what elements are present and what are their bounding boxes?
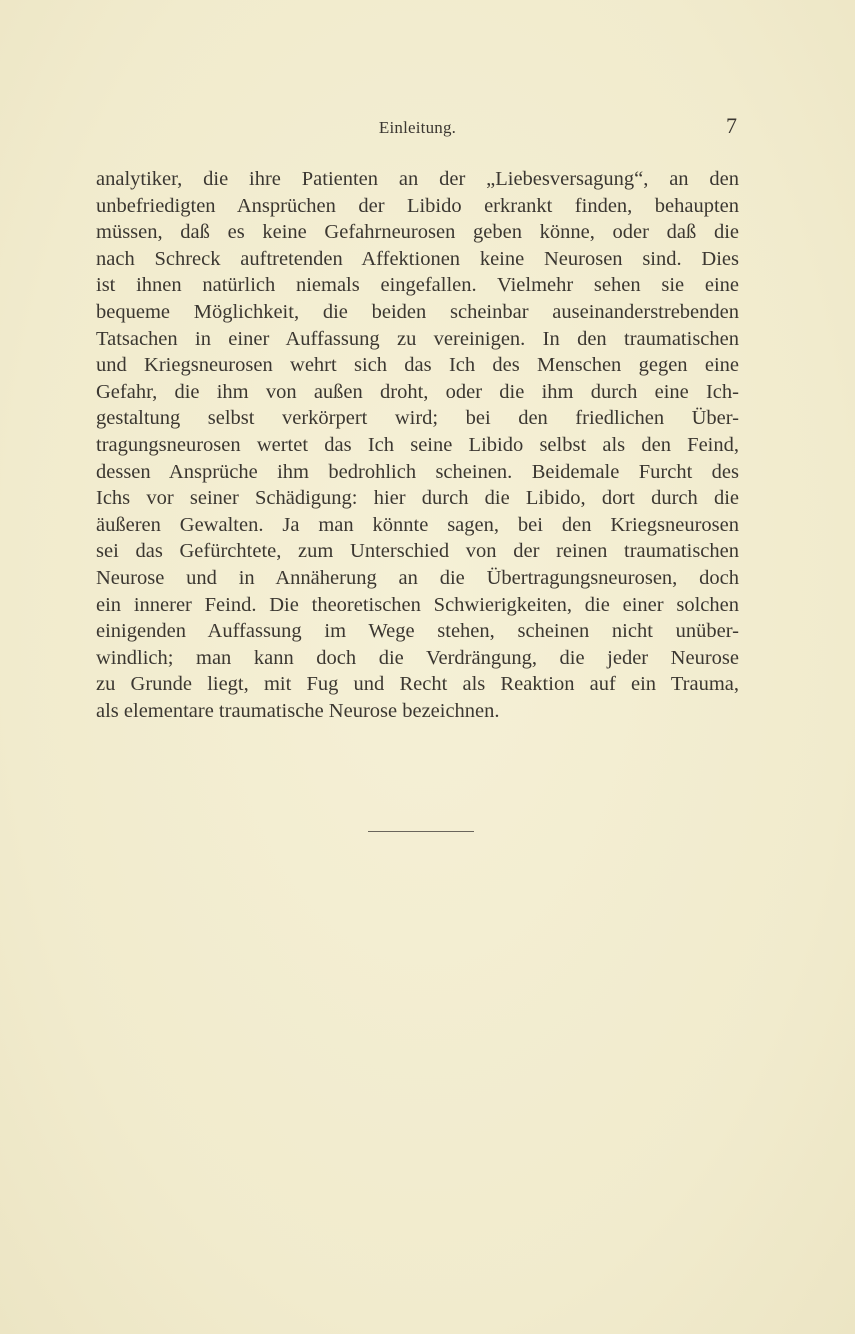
text-line: analytiker, die ihre Patienten an der „Liebesversagung“, an den bbox=[96, 168, 739, 190]
text-line: müssen, daß es keine Gefahrneurosen geben könne, oder daß die bbox=[96, 221, 739, 244]
text-line: Tatsachen in einer Auffassung zu vereinigen. In den traumatischen bbox=[96, 327, 739, 350]
text-line: und Kriegsneurosen wehrt sich das Ich des Menschen gegen eine bbox=[96, 354, 739, 377]
text-line: Ichs vor seiner Schädigung: hier durch die Libido, dort durch die bbox=[96, 487, 739, 510]
text-line: dessen Ansprüche ihm bedrohlich scheinen. Beidemale Furcht des bbox=[96, 460, 739, 483]
text-line: ist ihnen natürlich niemals eingefallen. Vielmehr sehen sie eine bbox=[96, 274, 739, 297]
text-line: Gefahr, die ihm von außen droht, oder die ihm durch eine Ich- bbox=[96, 380, 739, 403]
text-line: äußeren Gewalten. Ja man könnte sagen, bei den Kriegsneurosen bbox=[96, 513, 739, 536]
text-line: bequeme Möglichkeit, die beiden scheinbar auseinanderstrebenden bbox=[96, 300, 739, 323]
text-line: nach Schreck auftretenden Affektionen keine Neurosen sind. Dies bbox=[96, 247, 739, 270]
text-line: ein innerer Feind. Die theoretischen Schwierigkeiten, die einer solchen bbox=[96, 593, 739, 616]
text-line: windlich; man kann doch die Verdrängung, die jeder Neurose bbox=[96, 646, 739, 669]
text-line: Neurose und in Annäherung an die Übertragungsneurosen, doch bbox=[96, 566, 739, 589]
text-line: gestaltung selbst verkörpert wird; bei den friedlichen Über- bbox=[96, 407, 739, 430]
text-line: zu Grunde liegt, mit Fug und Recht als Reaktion auf ein Trauma, bbox=[96, 673, 739, 696]
text-line: sei das Gefürchtete, zum Unterschied von der reinen traumatischen bbox=[96, 540, 739, 563]
text-line: unbefriedigten Ansprüchen der Libido erkrankt finden, behaupten bbox=[96, 194, 739, 217]
text-line: einigenden Auffassung im Wege stehen, scheinen nicht unüber- bbox=[96, 620, 739, 643]
running-title: Einleitung. bbox=[378, 118, 457, 137]
page-number: 7 bbox=[726, 113, 737, 138]
text-line: tragungsneurosen wertet das Ich seine Libido selbst als den Feind, bbox=[96, 433, 739, 456]
text-line: als elementare traumatische Neurose bezeichnen. bbox=[96, 699, 500, 722]
body-text bbox=[96, 166, 739, 724]
section-end-rule bbox=[368, 831, 474, 832]
page-header bbox=[96, 113, 739, 143]
